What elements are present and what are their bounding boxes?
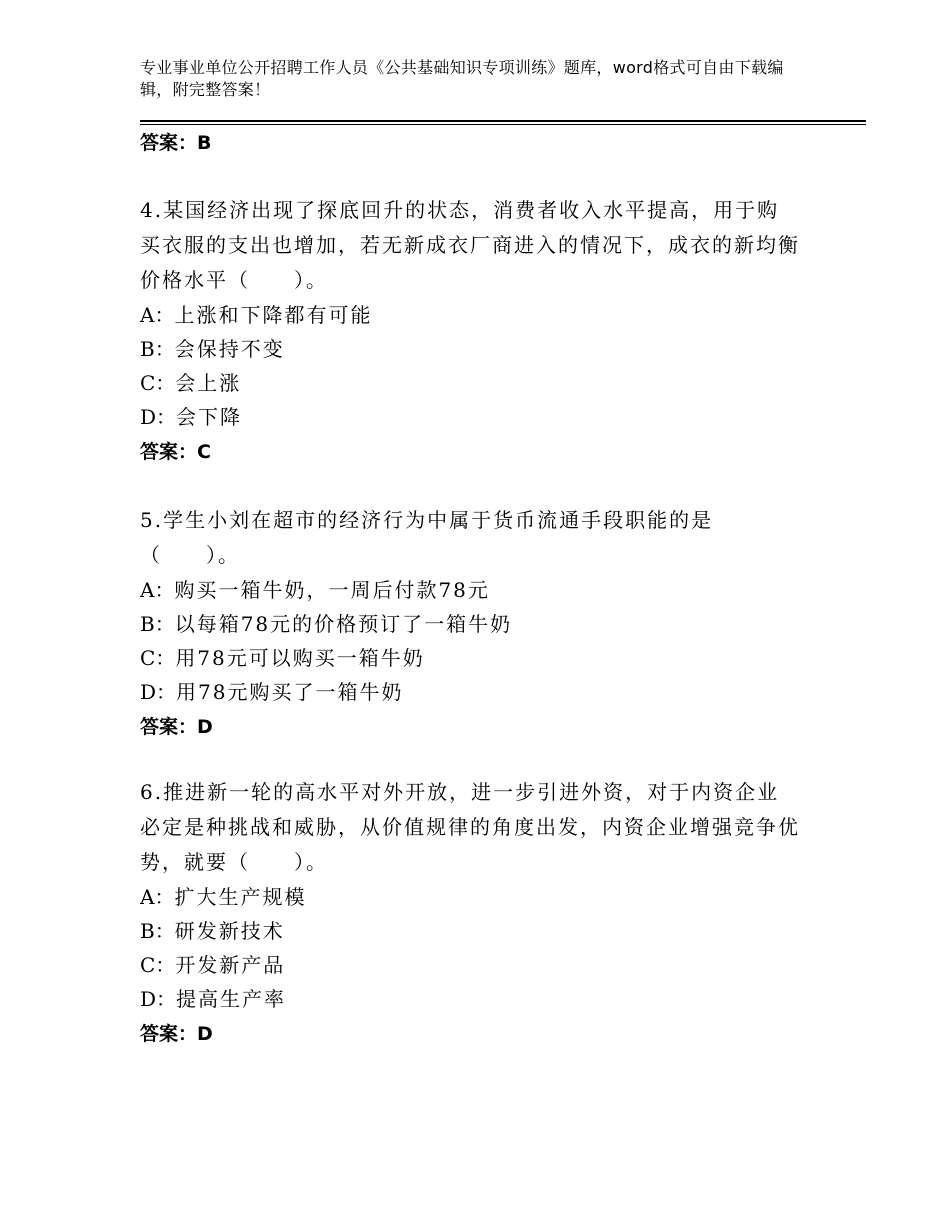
question-stem: 6.推进新一轮的高水平对外开放，进一步引进外资，对于内资企业必定是种挑战和威胁，从价值规律的角度出发，内资企业增强竞争优势，就要（ ）。 xyxy=(140,780,800,874)
option-d: D：会下降 xyxy=(140,405,243,429)
header-rule-thin xyxy=(140,124,866,125)
answer-line: 答案：D xyxy=(140,1023,213,1045)
question-4 xyxy=(140,193,800,469)
option-d: D：用78元购买了一箱牛奶 xyxy=(140,680,404,704)
option-b: B：会保持不变 xyxy=(140,337,285,361)
answer-line: 答案：D xyxy=(140,716,213,738)
option-a: A：扩大生产规模 xyxy=(140,885,307,909)
option-a: A：购买一箱牛奶，一周后付款78元 xyxy=(140,578,490,602)
option-c: C：会上涨 xyxy=(140,371,242,395)
question-stem: 5.学生小刘在超市的经济行为中属于货币流通手段职能的是（ ）。 xyxy=(140,508,714,567)
option-c: C：用78元可以购买一箱牛奶 xyxy=(140,646,425,670)
header-rule-thick xyxy=(140,120,866,122)
option-b: B：以每箱78元的价格预订了一箱牛奶 xyxy=(140,612,513,636)
question-stem: 4.某国经济出现了探底回升的状态，消费者收入水平提高，用于购买衣服的支出也增加，若无新成衣厂商进入的情况下，成衣的新均衡价格水平（ ）。 xyxy=(140,198,800,292)
answer-line-previous: 答案：B xyxy=(140,132,212,154)
option-d: D：提高生产率 xyxy=(140,987,287,1011)
question-5 xyxy=(140,503,800,744)
option-c: C：开发新产品 xyxy=(140,953,286,977)
option-b: B：研发新技术 xyxy=(140,919,285,943)
question-6 xyxy=(140,775,800,1051)
answer-line: 答案：C xyxy=(140,441,211,463)
option-a: A：上涨和下降都有可能 xyxy=(140,303,373,327)
page-header: 专业事业单位公开招聘工作人员《公共基础知识专项训练》题库，word格式可自由下载编辑，附完整答案！ xyxy=(140,58,784,99)
